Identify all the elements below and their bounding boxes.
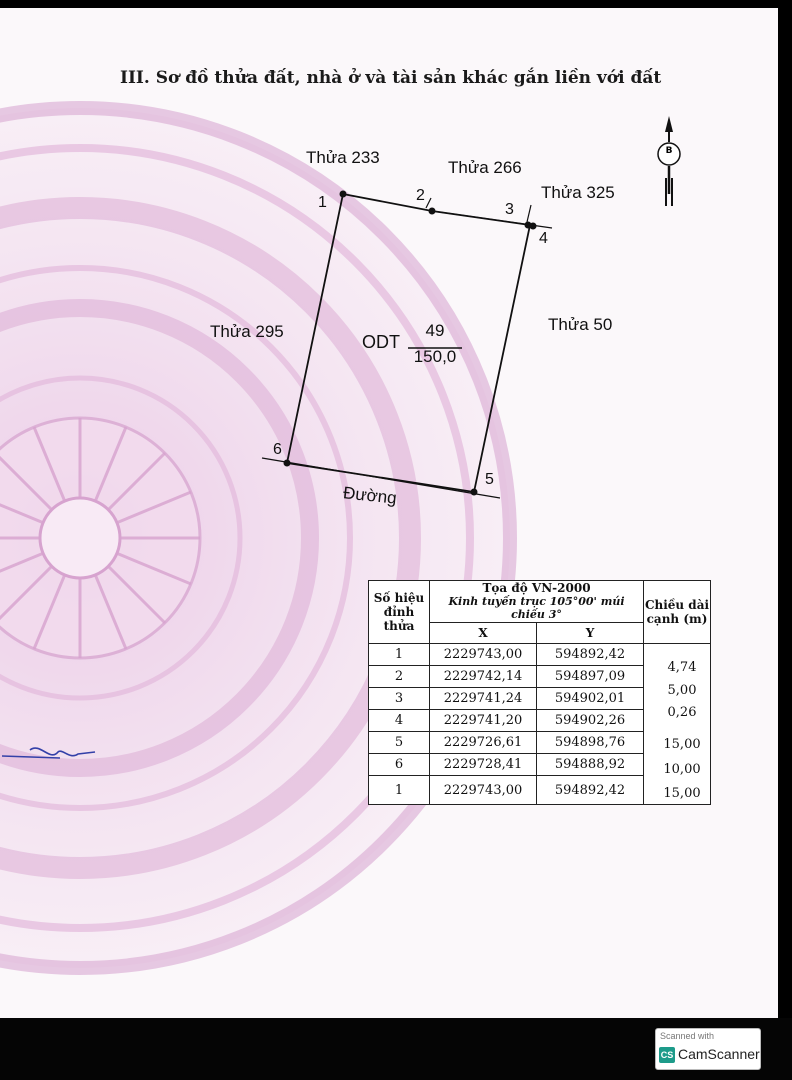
edge-length-6: 15,00	[663, 786, 701, 801]
table-row: 1 2229743,00 594892,42	[369, 776, 711, 805]
neighbor-left: Thửa 295	[210, 322, 284, 341]
vertex-point-1	[340, 191, 347, 198]
neighbor-top-right: Thửa 325	[541, 183, 615, 202]
edge-length-5: 10,00	[663, 762, 701, 777]
header-x: X	[430, 622, 537, 643]
vertex-point-5	[471, 489, 478, 496]
vertex-label-4: 4	[539, 230, 548, 247]
header-coord-subtitle: Kinh tuyến trục 105°00' múi chiếu 3°	[448, 595, 625, 622]
vertex-label-3: 3	[505, 201, 514, 218]
camscanner-logo-icon: CS	[659, 1047, 675, 1063]
camscanner-badge	[655, 1028, 761, 1070]
edge-length-4: 15,00	[663, 737, 701, 752]
table-row: 4 2229741,20 594902,26	[369, 710, 711, 732]
header-y: Y	[537, 622, 644, 643]
table-row: 5 2229726,61 594898,76	[369, 732, 711, 754]
parcel-boundary	[287, 194, 530, 492]
vertex-point-2	[429, 208, 436, 215]
certificate-page	[0, 8, 778, 1018]
divider-3	[527, 205, 531, 222]
parcel-number: 49	[425, 321, 445, 340]
header-length: Chiều dài cạnh (m)	[644, 581, 711, 644]
signature-mark	[0, 738, 100, 768]
vertex-point-6	[284, 460, 291, 467]
parcel-area: 150,0	[413, 347, 457, 366]
table-row: 2 2229742,14 594897,09	[369, 666, 711, 688]
section-title: III. Sơ đồ thửa đất, nhà ở và tài sản khác gắn liền với đất	[120, 68, 662, 88]
camscanner-text: CamScanner	[678, 1046, 760, 1062]
land-type-code: ODT	[362, 332, 400, 352]
header-coord	[430, 581, 644, 623]
neighbor-right: Thửa 50	[548, 315, 613, 334]
vertex-label-2: 2	[416, 187, 425, 204]
compass-letter: B	[665, 146, 673, 156]
scanner-caption: Scanned with	[660, 1031, 715, 1041]
header-coord-title: Tọa độ VN-2000	[482, 581, 591, 596]
edge-length-2: 5,00	[667, 683, 697, 698]
edge-length-1: 4,74	[667, 660, 697, 675]
vertex-label-1: 1	[318, 194, 327, 211]
edge-length-3: 0,26	[667, 705, 697, 720]
table-row: 1 2229743,00 594892,42	[369, 644, 711, 666]
vertex-point-4	[530, 223, 537, 230]
vertex-label-5: 5	[485, 471, 494, 488]
table-row: 3 2229741,24 594902,01	[369, 688, 711, 710]
divider-2	[426, 198, 431, 208]
vertex-label-6: 6	[273, 441, 282, 458]
neighbor-bottom-road: Đường	[342, 483, 398, 508]
neighbor-top-mid: Thửa 266	[448, 158, 522, 177]
table-row: 6 2229728,41 594888,92	[369, 754, 711, 776]
parcel-map	[0, 8, 778, 528]
neighbor-top-left: Thửa 233	[306, 148, 380, 167]
header-vertex: Số hiệu đỉnh thửa	[369, 581, 430, 644]
